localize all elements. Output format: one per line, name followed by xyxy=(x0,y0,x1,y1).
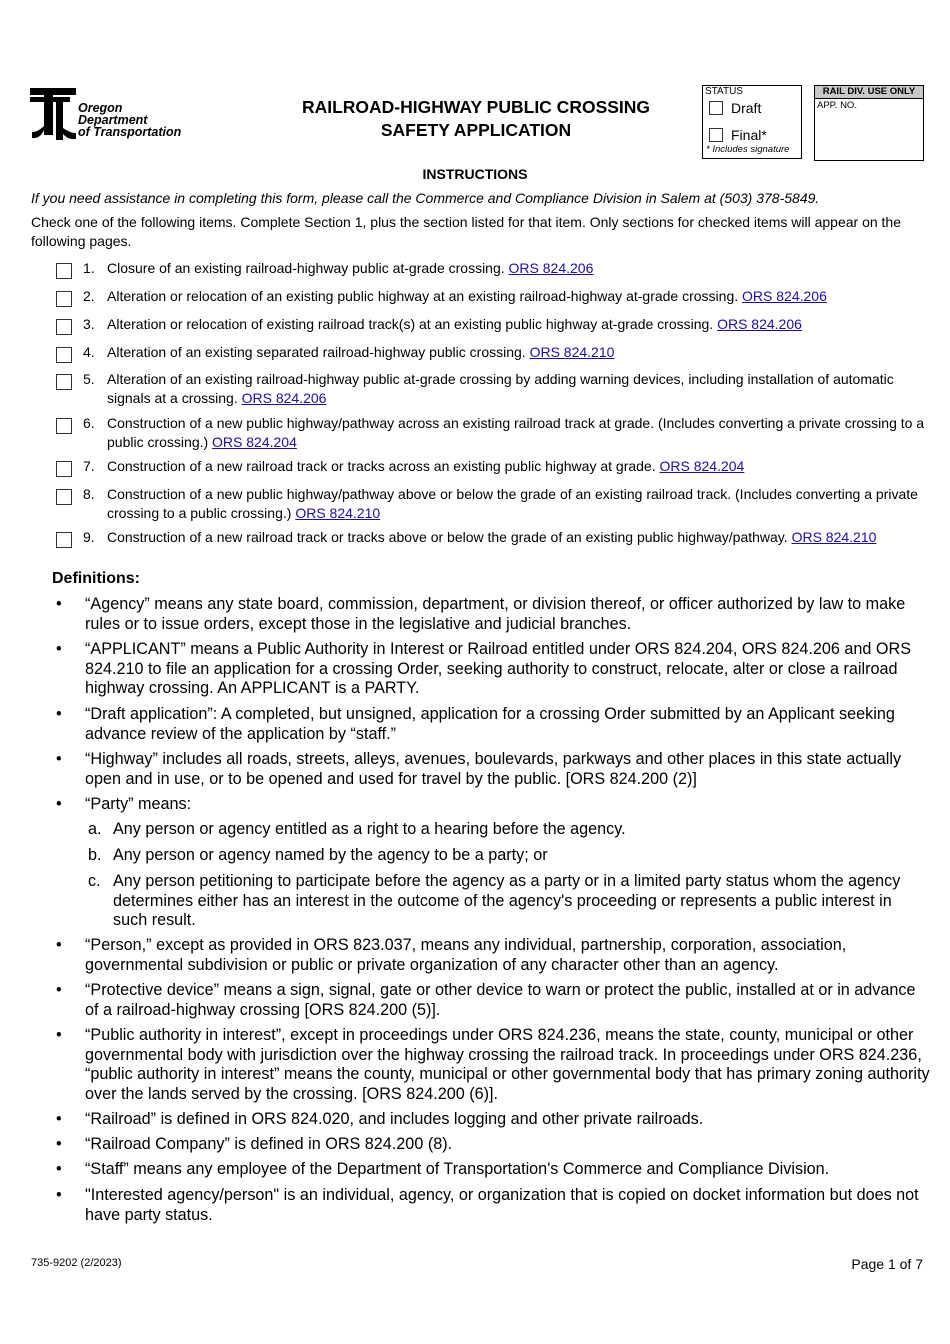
bullet: • xyxy=(56,1135,62,1153)
bullet: • xyxy=(56,1110,62,1128)
item-checkbox[interactable] xyxy=(56,263,72,279)
status-draft-option[interactable] xyxy=(709,100,761,116)
item-text xyxy=(107,343,925,362)
page-number: Page 1 of 7 xyxy=(851,1256,923,1272)
definition-text: “Railroad Company” is defined in ORS 824.200 (8). xyxy=(85,1135,453,1153)
item-description: Alteration or relocation of an existing public highway at an existing railroad-highway at-grade crossing. xyxy=(107,288,739,304)
definition-text: “Public authority in interest”, except in proceedings under ORS 824.236, means the state, county, municipal or other governmental body with jurisdiction over the highway crossing the railroad track. In proceedings under ORS 824.236, “public authority in interest” means the county, municipal or other governmental body that has primary zoning authority over the lands served by the crossing. [ORS 824.200 (6)]. xyxy=(85,1026,930,1103)
definition-text: “Agency” means any state board, commission, department, or division thereof, or officer authorized by law to make rules or to issue orders, except those in the legislative and judicial branches. xyxy=(85,595,906,633)
sub-text: Any person or agency named by the agency to be a party; or xyxy=(113,846,548,864)
definition-text: “Party” means: xyxy=(85,795,192,813)
ors-link[interactable]: ORS 824.210 xyxy=(295,504,381,521)
definition-text: “Highway” includes all roads, streets, alleys, avenues, boulevards, parkways and other places in this state actually open and in use, or to be opened and used for travel by the public. [ORS 824.200 (2)] xyxy=(85,750,902,788)
item-description: Alteration of an existing railroad-highway public at-grade crossing by adding warning devices, including installation of automatic signals at a crossing. xyxy=(107,371,894,406)
item-text xyxy=(107,370,925,407)
definition-text: “APPLICANT” means a Public Authority in Interest or Railroad entitled under ORS 824.204, ORS 824.206 and ORS 824.210 to file an application for a crossing Order, seeking authority to construct, relocate, alter or close a railroad highway crossing. An APPLICANT is a PARTY. xyxy=(85,640,911,697)
check-intro-text: Check one of the following items. Complete Section 1, plus the section listed for that item. Only sections for checked items will appear on the following pages. xyxy=(31,214,901,249)
item-text xyxy=(107,528,925,547)
ors-link[interactable]: ORS 824.210 xyxy=(529,344,615,360)
item-checkbox[interactable] xyxy=(56,291,72,307)
ors-link[interactable]: ORS 824.206 xyxy=(508,260,594,276)
bullet: • xyxy=(56,1026,62,1044)
status-final-option[interactable] xyxy=(709,127,767,143)
status-final-checkbox[interactable] xyxy=(709,128,723,142)
status-label: STATUS xyxy=(705,86,743,97)
logo-line: Department xyxy=(78,113,148,127)
item-checkbox[interactable] xyxy=(56,374,72,390)
item-checkbox[interactable] xyxy=(56,319,72,335)
form-number: 735-9202 (2/2023) xyxy=(31,1257,122,1269)
status-note: * Includes signature xyxy=(706,144,790,155)
item-number: 6. xyxy=(83,415,95,431)
ors-link[interactable]: ORS 824.204 xyxy=(212,433,297,450)
bullet: • xyxy=(56,936,62,954)
bullet: • xyxy=(56,795,62,813)
ors-link[interactable]: ORS 824.204 xyxy=(659,458,745,474)
rail-div-header: RAIL DIV. USE ONLY xyxy=(815,86,923,99)
sub-label: c. xyxy=(88,872,101,890)
app-no-field[interactable]: APP. NO. xyxy=(817,100,857,111)
item-number: 2. xyxy=(83,288,95,304)
definitions-heading: Definitions: xyxy=(52,570,140,587)
item-description: Alteration or relocation of existing railroad track(s) at an existing public highway at-grade crossing. xyxy=(107,316,714,332)
form-title-line2: SAFETY APPLICATION xyxy=(380,120,572,140)
item-number: 4. xyxy=(83,344,95,360)
item-text xyxy=(107,259,925,278)
bullet: • xyxy=(56,1186,62,1204)
item-description: Closure of an existing railroad-highway public at-grade crossing. xyxy=(107,260,505,276)
rail-div-box xyxy=(814,85,924,161)
item-text xyxy=(107,457,925,476)
sub-label: a. xyxy=(88,820,102,838)
bullet: • xyxy=(56,1160,62,1178)
status-draft-label: Draft xyxy=(731,100,762,116)
item-description: Alteration of an existing separated railroad-highway public crossing. xyxy=(107,344,526,360)
item-number: 5. xyxy=(83,371,95,387)
bullet: • xyxy=(56,640,62,658)
form-title-line1: RAILROAD-HIGHWAY PUBLIC CROSSING xyxy=(301,97,651,117)
sub-text: Any person or agency entitled as a right to a hearing before the agency. xyxy=(113,820,626,838)
instructions-heading: INSTRUCTIONS xyxy=(422,166,528,182)
item-text xyxy=(107,315,925,334)
definition-text: "Interested agency/person" is an individual, agency, or organization that is copied on docket information but does not have party status. xyxy=(85,1186,919,1224)
item-number: 7. xyxy=(83,458,95,474)
item-checkbox[interactable] xyxy=(56,418,72,434)
sub-text: Any person petitioning to participate before the agency as a party or in a limited party status whom the agency determines either has an interest in the outcome of the agency's proceeding or represents a public interest in such result. xyxy=(113,872,901,929)
item-checkbox[interactable] xyxy=(56,347,72,363)
ors-link[interactable]: ORS 824.206 xyxy=(742,288,827,304)
status-draft-checkbox[interactable] xyxy=(709,101,723,115)
ors-link[interactable]: ORS 824.206 xyxy=(717,316,802,332)
bullet: • xyxy=(56,750,62,768)
item-description: Construction of a new railroad track or tracks above or below the grade of an existing public highway/pathway. xyxy=(107,529,788,545)
item-number: 8. xyxy=(83,486,95,502)
item-checkbox[interactable] xyxy=(56,461,72,477)
assistance-text: If you need assistance in completing this form, please call the Commerce and Compliance Division in Salem at (503) 378-5849. xyxy=(31,190,820,206)
item-number: 3. xyxy=(83,316,95,332)
item-description: Construction of a new railroad track or tracks across an existing public highway at grade. xyxy=(107,458,656,474)
item-description: Construction of a new public highway/pathway across an existing railroad track at grade. (Includes converting a private crossing to a public crossing.) xyxy=(107,415,925,450)
odot-logo-icon xyxy=(30,86,78,142)
definition-text: “Person,” except as provided in ORS 823.037, means any individual, partnership, corporation, association, governmental subdivision or public or private organization of any character other than an agency. xyxy=(85,936,847,974)
item-checkbox[interactable] xyxy=(56,532,72,548)
logo-line: Oregon xyxy=(78,101,123,115)
item-number: 9. xyxy=(83,529,95,545)
definition-text: “Railroad” is defined in ORS 824.020, and includes logging and other private railroads. xyxy=(85,1110,704,1128)
definition-text: “Draft application”: A completed, but unsigned, application for a crossing Order submitted by an Applicant seeking advance review of the application by “staff.” xyxy=(85,705,895,743)
definition-text: “Protective device” means a sign, signal, gate or other device to warn or protect the public, installed at or in advance of a railroad-highway crossing [ORS 824.200 (5)]. xyxy=(85,981,916,1019)
item-number: 1. xyxy=(83,260,95,276)
sub-label: b. xyxy=(88,846,102,864)
odot-logo xyxy=(30,86,220,142)
status-final-label: Final* xyxy=(731,127,767,143)
form-title xyxy=(262,96,690,142)
bullet: • xyxy=(56,705,62,723)
status-box xyxy=(702,85,802,159)
item-description: Construction of a new public highway/pathway above or below the grade of an existing railroad track. (Includes converting a private crossing to a public crossing.) xyxy=(107,486,918,521)
item-text xyxy=(107,414,925,451)
logo-text xyxy=(78,102,181,138)
ors-link[interactable]: ORS 824.210 xyxy=(791,529,877,545)
ors-link[interactable]: ORS 824.206 xyxy=(241,389,327,406)
item-text xyxy=(107,287,925,306)
item-text xyxy=(107,485,925,522)
definition-text: “Staff” means any employee of the Department of Transportation's Commerce and Compliance Division. xyxy=(85,1160,830,1178)
bullet: • xyxy=(56,595,62,613)
item-checkbox[interactable] xyxy=(56,489,72,505)
bullet: • xyxy=(56,981,62,999)
logo-line: of Transportation xyxy=(78,125,182,139)
